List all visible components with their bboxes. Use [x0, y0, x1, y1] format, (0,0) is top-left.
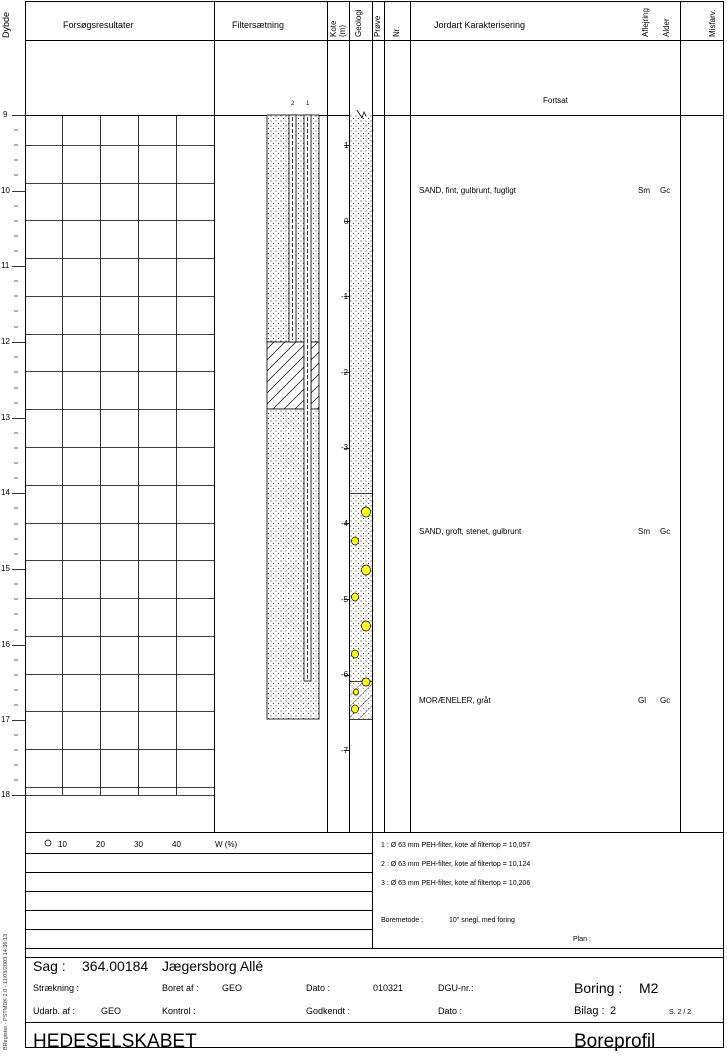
sag-number: 364.00184: [82, 958, 149, 974]
kote-label: -2: [341, 368, 349, 377]
kote-label: -3: [341, 443, 349, 452]
depth-label: 17: [1, 715, 10, 724]
alder-header: Alder: [662, 18, 671, 37]
udarb-value: GEO: [101, 1006, 122, 1016]
godkendt-label: Godkendt :: [306, 1006, 351, 1016]
w-axis-tick: 40: [172, 840, 181, 849]
boremetode-label: Boremetode :: [381, 917, 424, 924]
depth-label: 16: [1, 640, 10, 649]
company-name: HEDESELSKABET: [33, 1031, 197, 1052]
geologi-header: Geologi: [354, 9, 363, 37]
kote-label: -4: [341, 519, 349, 528]
kontrol-label: Kontrol :: [162, 1006, 196, 1016]
jordart-header: Jordart Karakterisering: [434, 20, 526, 30]
forsoeg-header: Forsøgsresultater: [63, 20, 134, 30]
w-axis-tick: 30: [134, 840, 143, 849]
nr-header: Nr.: [392, 26, 401, 37]
layer-aflejring: Sm: [638, 186, 650, 195]
straekning-label: Strækning :: [33, 983, 80, 993]
proeve-header: Prøve: [373, 15, 382, 37]
depth-label: 11: [1, 261, 10, 270]
kote-unit-header: (m): [338, 25, 347, 37]
boret-af-label: Boret af :: [162, 983, 199, 993]
aflejring-header: Aflejring: [641, 8, 650, 37]
geology-column: [350, 110, 372, 720]
depth-label: 10: [1, 186, 10, 195]
layer-alder: Gc: [660, 186, 671, 195]
sag-label: Sag :: [33, 958, 66, 974]
bilag-value: 2: [610, 1005, 617, 1017]
depth-label: 18: [1, 790, 10, 799]
filter-header: Filtersætning: [232, 20, 285, 30]
filter-note: 3 : Ø 63 mm PEH-filter, kote af filtertop = 10,206: [381, 880, 531, 887]
kote-header: Kote: [329, 20, 338, 37]
misfarv-header: Misfarv.: [708, 9, 717, 37]
w-axis-label: W (%): [215, 840, 238, 849]
plan-label: Plan :: [573, 936, 591, 943]
filter-note: 2 : Ø 63 mm PEH-filter, kote af filtertop = 10,124: [381, 861, 531, 868]
boremetode-value: 10" snegl, med foring: [449, 917, 515, 924]
depth-label: 12: [1, 337, 10, 346]
boret-af-value: GEO: [222, 983, 243, 993]
dybde-header: Dybde: [1, 11, 11, 38]
kote-label: -5: [341, 595, 349, 604]
layer-description: SAND, fint, gulbrunt, fugtigt: [419, 186, 516, 195]
depth-label: 9: [3, 110, 8, 119]
layer-description: MORÆNELER, gråt: [419, 696, 491, 705]
layer-alder: Gc: [660, 527, 671, 536]
kote-label: 0: [344, 217, 349, 226]
filter-num-1: 1: [306, 101, 310, 107]
layer-alder: Gc: [660, 696, 671, 705]
udarb-label: Udarb. af :: [33, 1006, 76, 1016]
filter-num-2: 2: [291, 101, 295, 107]
page-count: S. 2 / 2: [669, 1009, 692, 1016]
w-axis-tick: 20: [96, 840, 105, 849]
layer-description: SAND, groft, stenet, gulbrunt: [419, 527, 522, 536]
w-axis-tick: 10: [58, 840, 67, 849]
depth-label: 15: [1, 564, 10, 573]
kote-label: -1: [341, 292, 349, 301]
bilag-label: Bilag :: [574, 1005, 605, 1017]
sag-name: Jægersborg Allé: [162, 958, 264, 974]
boring-label: Boring :: [574, 980, 623, 996]
dato2-label: Dato :: [438, 1006, 463, 1016]
depth-label: 13: [1, 413, 10, 422]
kote-label: 1: [344, 141, 349, 150]
register-side-note: BRegister - PSTMDK 2.0 - 11/03/2003 14:36:13: [3, 933, 9, 1050]
layer-aflejring: Sm: [638, 527, 650, 536]
dgu-label: DGU-nr.:: [438, 983, 474, 993]
dato-label: Dato :: [306, 983, 331, 993]
kote-label: -6: [341, 670, 349, 679]
kote-label: -7: [341, 746, 349, 755]
dato-value: 010321: [373, 983, 404, 993]
filter-note: 1 : Ø 63 mm PEH-filter, kote af filtertop = 10,057: [381, 842, 531, 849]
boring-value: M2: [639, 980, 659, 996]
fortsat-label: Fortsat: [543, 96, 568, 105]
document-title: Boreprofil: [574, 1031, 656, 1052]
layer-aflejring: Gl: [638, 696, 646, 705]
depth-label: 14: [1, 488, 10, 497]
